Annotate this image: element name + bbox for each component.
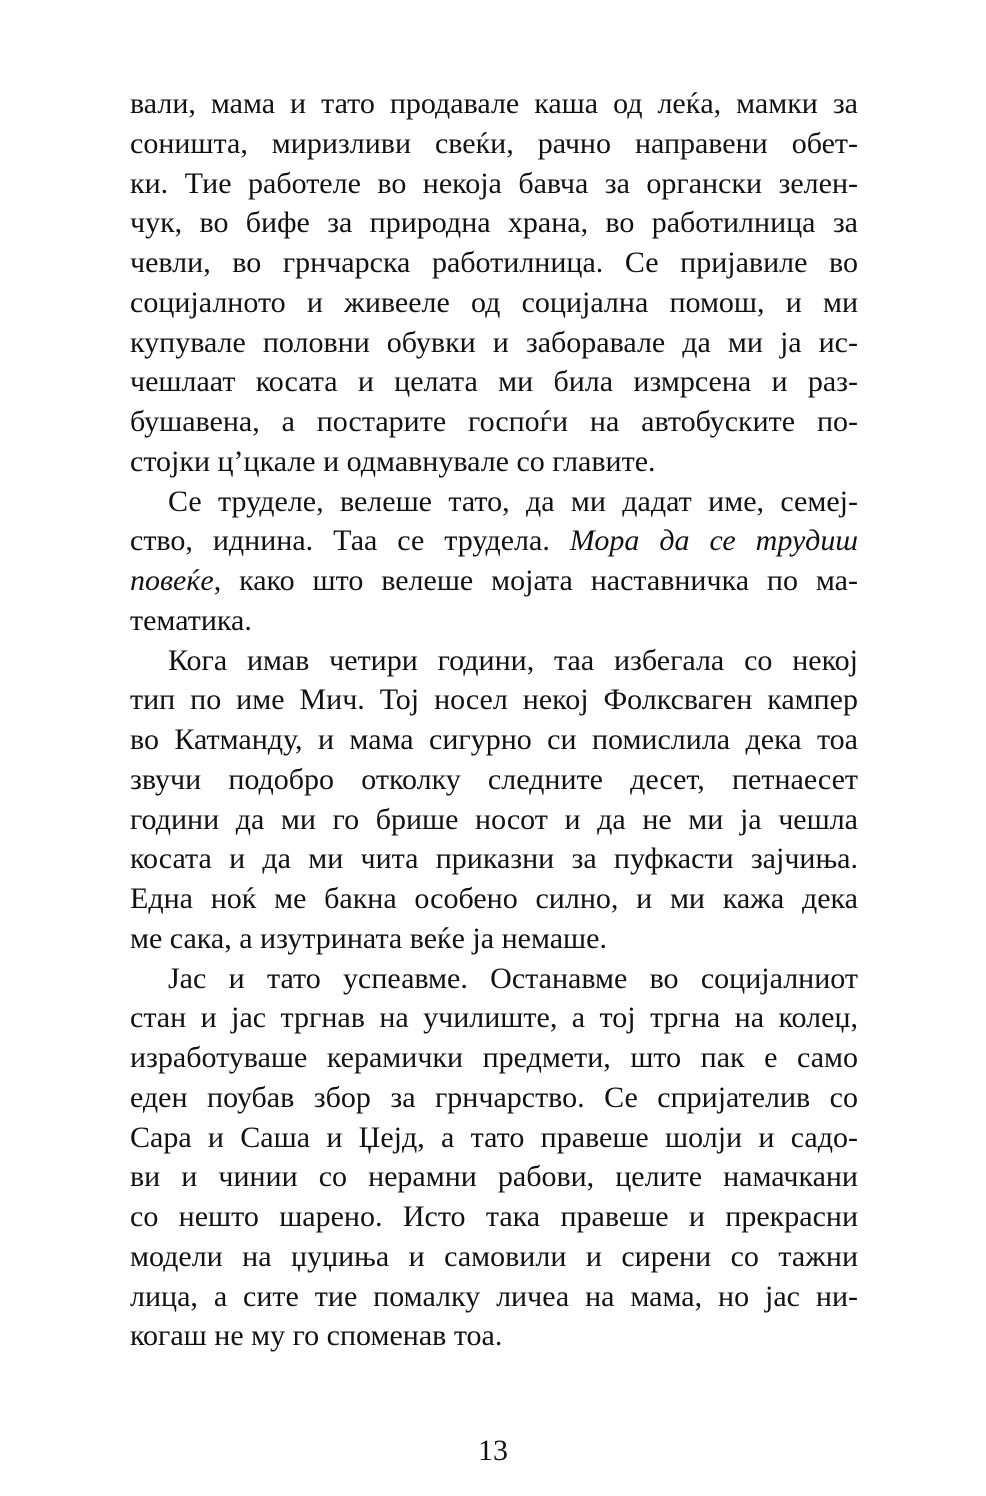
text-line xyxy=(130,164,858,204)
text-segment: стан и јас тргнав на училиште, а тој тргна на колеџ, xyxy=(130,1001,858,1035)
text-line xyxy=(130,1237,858,1277)
text-segment: Јас и тато успеавме. Останавме во социјалниот xyxy=(168,961,858,995)
text-line xyxy=(130,641,858,681)
text-line xyxy=(130,1078,858,1118)
text-line xyxy=(130,442,858,482)
text-line xyxy=(130,879,858,919)
text-segment: стојки ц’цкале и одмавнувале со главите. xyxy=(130,444,656,478)
text-line xyxy=(130,1197,858,1237)
paragraph xyxy=(130,959,858,1357)
text-line xyxy=(130,323,858,363)
text-segment: тип по име Мич. Тој носел некој Фолксваген кампер xyxy=(130,683,858,717)
text-line xyxy=(130,283,858,323)
text-segment: социјалното и живееле од социјална помош, и ми xyxy=(130,285,858,319)
text-segment: чевли, во грнчарска работилница. Се пријавиле во xyxy=(130,246,858,279)
text-line xyxy=(130,1118,858,1158)
text-segment: Се труделе, велеше тато, да ми дадат име, семеј- xyxy=(168,484,858,518)
text-line xyxy=(130,561,858,601)
text-line xyxy=(130,1316,858,1356)
text-line xyxy=(130,482,858,522)
text-segment: Кога имав четири години, таа избегала со некој xyxy=(168,643,858,677)
text-line xyxy=(130,203,858,243)
text-segment: Една ноќ ме бакна особено силно, и ми кажа дека xyxy=(130,882,858,915)
text-line xyxy=(130,402,858,442)
page-text-block xyxy=(130,84,858,1356)
italic-segment: Мора да се трудиш xyxy=(569,524,858,558)
text-segment: , како што велеше мојата наставничка по ма- xyxy=(213,564,858,597)
text-line xyxy=(130,84,858,124)
text-line xyxy=(130,243,858,283)
text-line xyxy=(130,800,858,840)
text-segment: Сара и Саша и Џејд, а тато правеше шолји и садо- xyxy=(130,1120,858,1154)
text-line xyxy=(130,720,858,760)
text-line xyxy=(130,124,858,164)
text-segment: купувале половни обувки и заборавале да ми ја ис- xyxy=(130,325,858,359)
text-segment: еден поубав збор за грнчарство. Се спријателив со xyxy=(130,1080,858,1114)
text-segment: со нешто шарено. Исто така правеше и прекрасни xyxy=(130,1200,858,1233)
text-segment: косата и да ми чита приказни за пуфкасти зајчиња. xyxy=(130,842,858,876)
paragraph xyxy=(130,482,858,641)
paragraph xyxy=(130,641,858,959)
text-segment: во Катманду, и мама сигурно си помислила дека тоа xyxy=(130,723,858,756)
text-line xyxy=(130,680,858,720)
text-segment: ство, иднина. Таа се трудела. xyxy=(130,524,570,558)
text-segment: лица, а сите тие помалку личеа на мама, но јас ни- xyxy=(130,1279,858,1313)
text-line xyxy=(130,919,858,959)
text-segment: соништа, миризливи свеќи, рачно направени обет- xyxy=(130,126,858,160)
text-line xyxy=(130,362,858,402)
text-line xyxy=(130,760,858,800)
italic-segment: повеќе xyxy=(130,564,214,597)
text-segment: ви и чинии со нерамни рабови, целите намачкани xyxy=(130,1160,858,1194)
text-segment: модели на џуџиња и самовили и сирени со тажни xyxy=(130,1239,858,1273)
text-segment: ме сака, а изутрината веќе ја немаше. xyxy=(130,921,607,955)
text-line xyxy=(130,959,858,999)
text-line xyxy=(130,1038,858,1078)
text-line xyxy=(130,998,858,1038)
text-line xyxy=(130,839,858,879)
text-segment: чук, во бифе за природна храна, во работилница за xyxy=(130,206,858,240)
text-line xyxy=(130,1157,858,1197)
text-line xyxy=(130,601,858,641)
page-number: 13 xyxy=(478,1434,508,1467)
text-segment: чешлаат косата и целата ми била измрсена и раз- xyxy=(130,365,858,399)
text-segment: бушавена, а постарите госпоѓи на автобуските по- xyxy=(130,405,858,438)
text-line xyxy=(130,521,858,561)
text-segment: когаш не му го споменав тоа. xyxy=(130,1319,503,1353)
text-segment: години да ми го брише носот и да не ми ја чешла xyxy=(130,802,858,836)
text-segment: изработуваше керамички предмети, што пак е само xyxy=(130,1041,858,1074)
text-segment: тематика. xyxy=(130,603,252,637)
text-line xyxy=(130,1277,858,1317)
text-segment: звучи подобро отколку следните десет, петнаесет xyxy=(130,762,858,796)
text-segment: вали, мама и тато продавале каша од леќа, мамки за xyxy=(130,87,858,120)
paragraph xyxy=(130,84,858,482)
text-segment: ки. Тие работеле во некоја бавча за органски зелен- xyxy=(130,166,858,200)
